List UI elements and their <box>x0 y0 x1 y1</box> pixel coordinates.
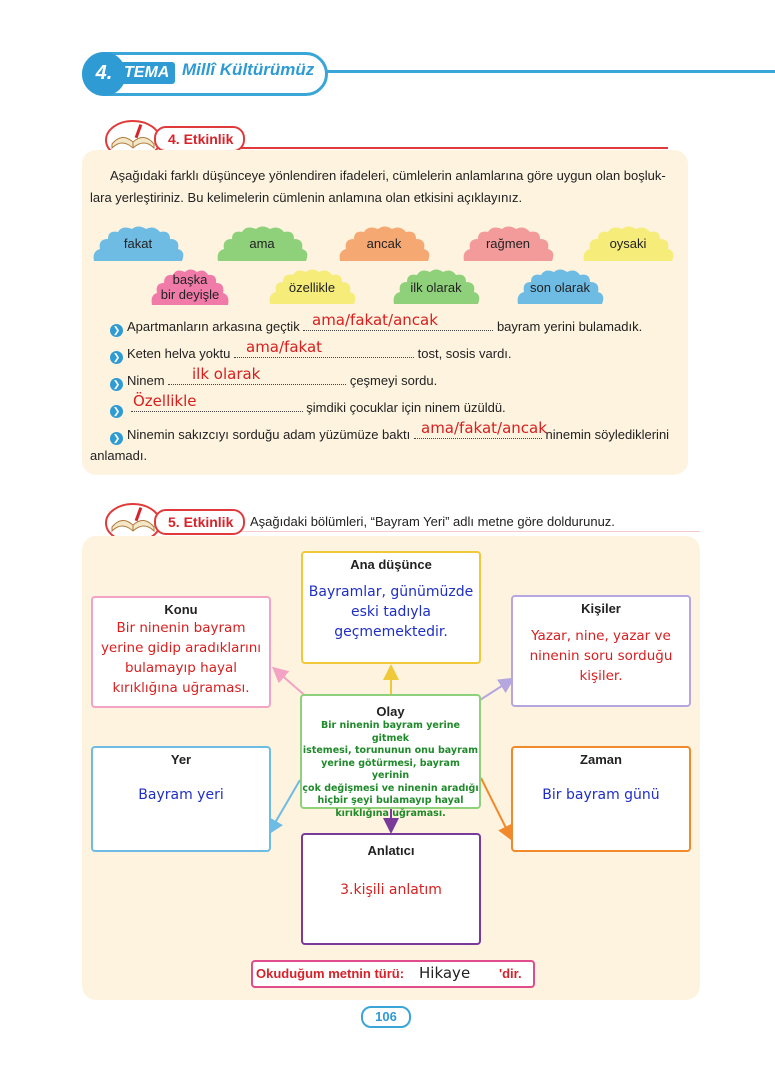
place-label: Yer <box>170 752 192 767</box>
bullet-icon: ❯ <box>110 432 123 445</box>
narrator-label: Anlatıcı <box>367 843 415 858</box>
genre-prefix: Okuduğum metnin türü: <box>256 966 405 981</box>
topic-label: Konu <box>164 602 198 617</box>
time-label: Zaman <box>580 752 622 767</box>
bullet-icon: ❯ <box>110 351 123 364</box>
word-baska-line2: bir deyişle <box>160 287 220 302</box>
place-value[interactable]: Bayram yeri <box>138 787 224 803</box>
activity4-title: 4. Etkinlik <box>154 126 245 152</box>
word-ilk-olarak: ilk olarak <box>410 280 462 295</box>
word-ozellikle: özellikle <box>288 280 336 295</box>
sentence-2: ❯ Keten helva yoktu tost, sosis vardı. <box>110 345 512 364</box>
word-fakat: fakat <box>123 236 153 251</box>
word-baska-line1: başka <box>172 272 208 287</box>
main-idea-box <box>301 551 481 664</box>
activity5-instruction: Aşağıdaki bölümleri, “Bayram Yeri” adlı metne göre doldurunuz. <box>250 514 615 529</box>
activity4-instruction-line1: Aşağıdaki farklı düşünceye yönlendiren ifadeleri, cümlelerin anlamlarına göre uygun olan boşluk- <box>110 168 666 183</box>
main-idea-value[interactable]: Bayramlar, günümüzde eski tadıyla geçmemektedir. <box>308 584 474 640</box>
activity5-title: 5. Etkinlik <box>154 509 245 535</box>
characters-value[interactable]: Yazar, nine, yazar ve ninenin soru sorduğu kişiler. <box>529 628 673 684</box>
event-box <box>300 694 481 819</box>
narrator-value[interactable]: 3.kişili anlatım <box>340 882 442 898</box>
sentence-5: ❯ Ninemin sakızcıyı sorduğu adam yüzümüze baktı ninemin söylediklerini <box>110 426 669 445</box>
event-value[interactable]: Bir ninenin bayram yerine gitmek istemesi, torununun onu bayram yerine götürmesi, bayram yerinin çok değişmesi ve ninenin aradığı hiçbir şeyi bulamayıp hayal kırıklığına uğraması. <box>302 720 479 819</box>
theme-label: TEMA <box>118 62 175 84</box>
time-box <box>511 746 691 852</box>
place-box <box>91 746 271 852</box>
main-idea-label: Ana düşünce <box>350 557 432 572</box>
sentence-1: ❯ Apartmanların arkasına geçtik bayram yerini bulamadık. <box>110 318 642 337</box>
sentence-4: ❯ şimdiki çocuklar için ninem üzüldü. <box>110 399 506 418</box>
word-oysaki: oysaki <box>609 236 647 251</box>
bullet-icon: ❯ <box>110 324 123 337</box>
genre-answer-box <box>251 960 535 988</box>
topic-box <box>91 596 271 708</box>
answer-5[interactable]: ama/fakat/ancak <box>421 419 547 437</box>
theme-title: Millî Kültürümüz <box>182 60 315 79</box>
answer-1[interactable]: ama/fakat/ancak <box>312 311 438 329</box>
sentence-3: ❯ Ninem çeşmeyi sordu. <box>110 372 437 391</box>
theme-number: 4. <box>82 52 126 96</box>
answer-3[interactable]: ilk olarak <box>192 365 261 383</box>
word-ragmen: rağmen <box>485 236 531 251</box>
page-number: 106 <box>361 1006 411 1028</box>
genre-suffix: 'dir. <box>499 966 522 981</box>
word-ama: ama <box>249 236 275 251</box>
narrator-box <box>301 833 481 945</box>
bullet-icon: ❯ <box>110 405 123 418</box>
bullet-icon: ❯ <box>110 378 123 391</box>
answer-4[interactable]: Özellikle <box>133 392 197 410</box>
characters-box <box>511 595 691 707</box>
genre-answer[interactable]: Hikaye <box>419 964 471 982</box>
word-son-olarak: son olarak <box>530 280 590 295</box>
topic-value[interactable]: Bir ninenin bayram yerine gidip aradıklarını bulamayıp hayal kırıklığına uğraması. <box>100 620 262 696</box>
activity4-instruction-line2: lara yerleştiriniz. Bu kelimelerin cümlenin anlamına olan etkisini açıklayınız. <box>90 190 523 205</box>
characters-label: Kişiler <box>581 601 621 616</box>
sentence-5-continued: anlamadı. <box>90 448 148 463</box>
event-label: Olay <box>376 704 405 719</box>
word-ancak: ancak <box>366 236 402 251</box>
answer-2[interactable]: ama/fakat <box>246 338 323 356</box>
time-value[interactable]: Bir bayram günü <box>542 787 660 803</box>
